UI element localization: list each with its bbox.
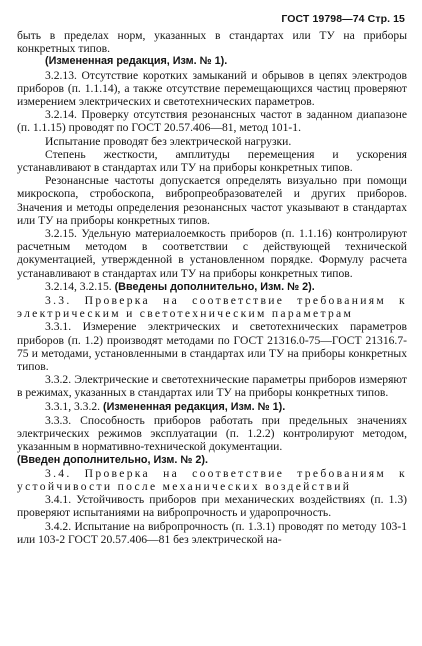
- amendment-note: (Введены дополнительно, Изм. № 2).: [114, 280, 315, 293]
- section-heading: [17, 467, 407, 493]
- paragraph-text: 3.4.1. Устойчивость приборов при механических воздействиях (п. 1.3) проверяют испытаниями на вибропрочность и ударопрочность.: [17, 493, 407, 520]
- section-heading: [17, 294, 407, 320]
- paragraph: [17, 69, 407, 109]
- paragraph-text: 3.4.2. Испытание на вибропрочность (п. 1.3.1) проводят по методу 103-1 или 103-2 ГОСТ 20.57.406—81 без электрической на-: [17, 519, 407, 546]
- paragraph-text: 3.2.15. Удельную материалоемкость приборов (п. 1.1.16) контролируют расчетным методом в соответствии с действующей технической документацией, утвержденной в установленном порядке. Формулу расчета устанавливают в стандартах или ТУ на приборы конкретных типов.: [17, 227, 407, 280]
- paragraph-text: Степень жесткости, амплитуды перемещения и ускорения устанавливают в стандартах или ТУ на приборы конкретных типов.: [17, 147, 407, 175]
- paragraph: [17, 135, 407, 148]
- paragraph-text: 3.2.13. Отсутствие коротких замыканий и обрывов в цепях электродов приборов (п. 1.1.14), а также отсутствие перемещающихся частиц проверяют измерением электрических и светотехнических параметров.: [17, 68, 407, 109]
- paragraph-text: Резонансные частоты допускается определять визуально при помощи микроскопа, стробоскопа, вибропреобразователей и других приборов. Значения и методы определения резонансных частот указывают в стандартах или ТУ на приборы конкретных типов.: [17, 174, 407, 227]
- paragraph: [17, 373, 407, 399]
- paragraph: [17, 148, 407, 174]
- paragraph: [17, 227, 407, 280]
- document-body: [17, 29, 407, 546]
- paragraph: [17, 414, 407, 454]
- paragraph-text: 3.3.1. Измерение электрических и светотехнических параметров приборов (п. 1.2) производят методами по ГОСТ 21316.0-75—ГОСТ 21316.7-75 и методами, установленными в стандартах или ТУ на приборы конкретных типов.: [17, 320, 407, 374]
- paragraph-text: быть в пределах норм, указанных в стандартах или ТУ на приборы конкретных типов.: [17, 29, 407, 56]
- paragraph-text: 3.3.2. Электрические и светотехнические параметры приборов измеряют в режимах, указанных в стандартах или ТУ на приборы конкретных типов.: [17, 373, 407, 400]
- paragraph-text: (Измененная редакция, Изм. № 1).: [45, 55, 228, 68]
- amendment-note: [17, 55, 407, 68]
- paragraph: [17, 400, 407, 414]
- paragraph: [17, 493, 407, 519]
- paragraph-text: 3.2.14, 3.2.15.: [45, 279, 112, 293]
- paragraph-text: 3.2.14. Проверку отсутствия резонансных частот в заданном диапазоне (п. 1.1.15) проводят по ГОСТ 20.57.406—81, метод 101-1.: [17, 108, 407, 135]
- page-header: ГОСТ 19798—74 Стр. 15: [281, 13, 405, 25]
- paragraph-text: Испытание проводят без электрической нагрузки.: [45, 134, 292, 148]
- paragraph-text: 3.3. Проверка на соответствие требованиям к электрическим и светотехническим параметрам: [17, 294, 407, 321]
- amendment-note: [17, 454, 407, 467]
- amendment-note: (Измененная редакция, Изм. № 1).: [102, 400, 286, 413]
- paragraph: [17, 320, 407, 373]
- paragraph: [17, 280, 407, 294]
- paragraph: [17, 108, 407, 134]
- paragraph: [17, 29, 407, 55]
- paragraph: [17, 520, 407, 546]
- paragraph-text: 3.3.3. Способность приборов работать при предельных значениях электрических режимов эксплуатации (п. 1.2.2) контролируют методом, указанным в нормативно-технической документации.: [17, 413, 407, 454]
- paragraph: [17, 174, 407, 227]
- paragraph-text: 3.3.1, 3.3.2.: [45, 399, 101, 413]
- paragraph-text: 3.4. Проверка на соответствие требованиям к устойчивости после механических воздействий: [17, 466, 407, 493]
- paragraph-text: (Введен дополнительно, Изм. № 2).: [17, 453, 208, 466]
